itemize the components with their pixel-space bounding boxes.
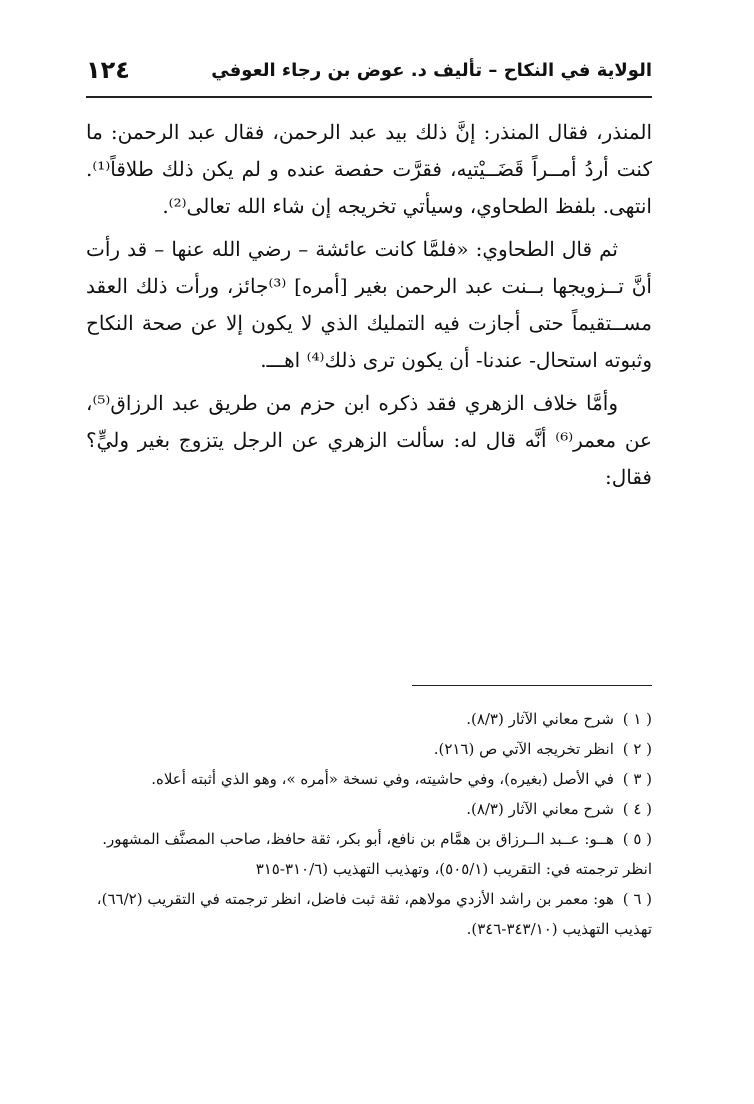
main-text xyxy=(86,114,652,496)
footnote-text: هــو: عــبد الــرزاق بن همَّام بن نافع، أبو بكر، ثقة حافظ، صاحب المصنَّف المشهور. انظر ترجمته في: التقريب (٥٠٥/١)، وتهذيب التهذيب (٣١٠/٦-٣١٥ xyxy=(102,830,652,878)
footnote-text: هو: معمر بن راشد الأزدي مولاهم، ثقة ثبت فاضل، انظر ترجمته في التقريب (٦٦/٢)، تهذيب التهذيب (٣٤٣/١٠-٣٤٦). xyxy=(96,890,652,938)
footnotes xyxy=(72,704,652,944)
footnote-number: ( ١ ) xyxy=(622,710,652,728)
footnote xyxy=(72,824,652,884)
page-header xyxy=(86,52,652,98)
footnote xyxy=(72,704,652,734)
paragraph: وأمَّا خلاف الزهري فقد ذكره ابن حزم من طريق عبد الرزاق⁽⁵⁾، عن معمر⁽⁶⁾ أنَّه قال له: سألت الزهري عن الرجل يتزوج بغير وليٍّ؟ فقال: xyxy=(86,391,652,489)
footnote xyxy=(72,734,652,764)
footnote-number: ( ٢ ) xyxy=(622,740,652,758)
footnote-text: في الأصل (بغيره)، وفي حاشيته، وفي نسخة «أمره »، وهو الذي أثبته أعلاه. xyxy=(151,770,614,788)
footnote-separator xyxy=(412,685,652,686)
page-number: ١٢٤ xyxy=(86,56,130,84)
footnote xyxy=(72,884,652,944)
footnote-text: شرح معاني الآثار (٨/٣). xyxy=(466,800,614,818)
paragraph: المنذر، فقال المنذر: إنَّ ذلك بيد عبد الرحمن، فقال عبد الرحمن: ما كنت أردُ أمــراً قَضَــيْتيه، فقرَّت حفصة عنده و لم يكن ذلك طلاقاً⁽¹⁾. انتهى. بلفظ الطحاوي، وسيأتي تخريجه إن شاء الله تعالى⁽²⁾. xyxy=(86,120,652,218)
paragraph: ثم قال الطحاوي: «فلمَّا كانت عائشة – رضي الله عنها – قد رأت أنَّ تــزويجها بــنت عبد الرحمن بغير [أمره] ⁽³⁾جائز، ورأت ذلك العقد مســتقيماً حتى أجازت فيه التمليك الذي لا يكون إلا عن صحة النكاح وثبوته استحال- عندنا- أن يكون ترى ذلك⁽⁴⁾ اهـــ. xyxy=(86,237,652,372)
footnote-number: ( ٤ ) xyxy=(622,800,652,818)
footnote-number: ( ٣ ) xyxy=(622,770,652,788)
footnote-text: انظر تخريجه الآتي ص (٢١٦). xyxy=(433,740,614,758)
footnote-number: ( ٦ ) xyxy=(622,890,652,908)
footnote xyxy=(72,794,652,824)
footnote-text: شرح معاني الآثار (٨/٣). xyxy=(466,710,614,728)
footnote-number: ( ٥ ) xyxy=(622,830,652,848)
footnote xyxy=(72,764,652,794)
running-title: الولاية في النكاح – تأليف د. عوض بن رجاء العوفي xyxy=(211,60,652,81)
